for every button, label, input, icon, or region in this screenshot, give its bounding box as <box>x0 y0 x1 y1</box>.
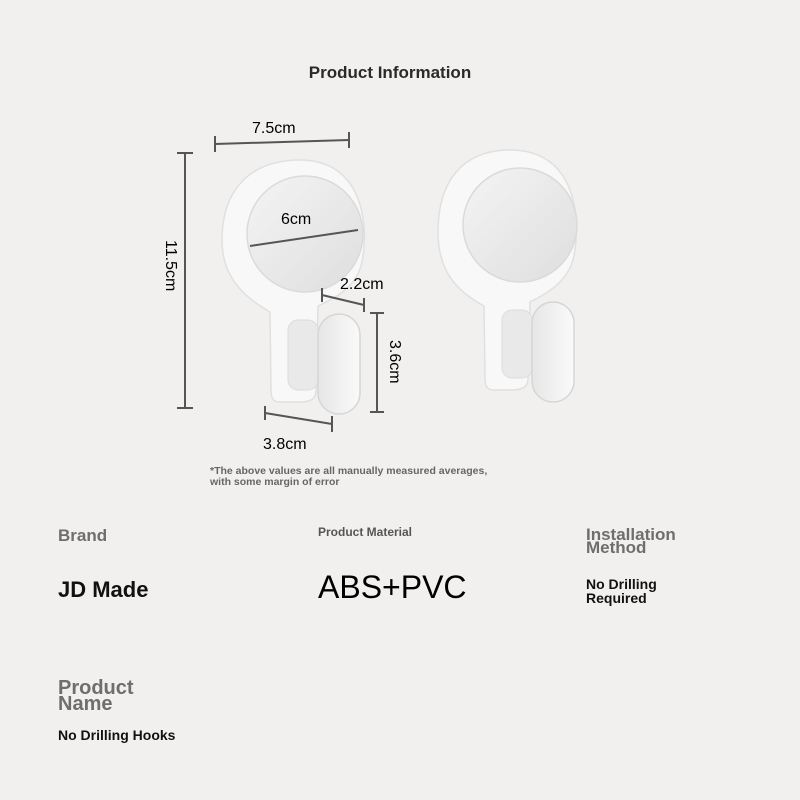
material-value: ABS+PVC <box>318 569 467 605</box>
product-name-label: Product Name <box>58 677 134 715</box>
page-title: Product Information <box>308 63 472 82</box>
measurement-note: *The above values are all manually measured averages, with some margin of error <box>210 465 488 488</box>
hook-depth-dimension: 2.2cm <box>340 276 384 293</box>
height-dimension: 11.5cm <box>162 240 179 292</box>
brand-label: Brand <box>58 526 108 545</box>
installation-value: No Drilling Required <box>586 576 657 606</box>
hook-right <box>438 150 577 402</box>
installation-label: Installation Method <box>586 525 676 557</box>
brand-value: JD Made <box>58 577 149 602</box>
material-label: Product Material <box>318 525 413 539</box>
base-width-dimension: 3.8cm <box>263 436 307 453</box>
product-name-value: No Drilling Hooks <box>58 727 176 743</box>
disc-dimension: 6cm <box>281 211 312 228</box>
width-dimension: 7.5cm <box>252 120 296 137</box>
hook-height-dimension: 3.6cm <box>386 340 403 384</box>
